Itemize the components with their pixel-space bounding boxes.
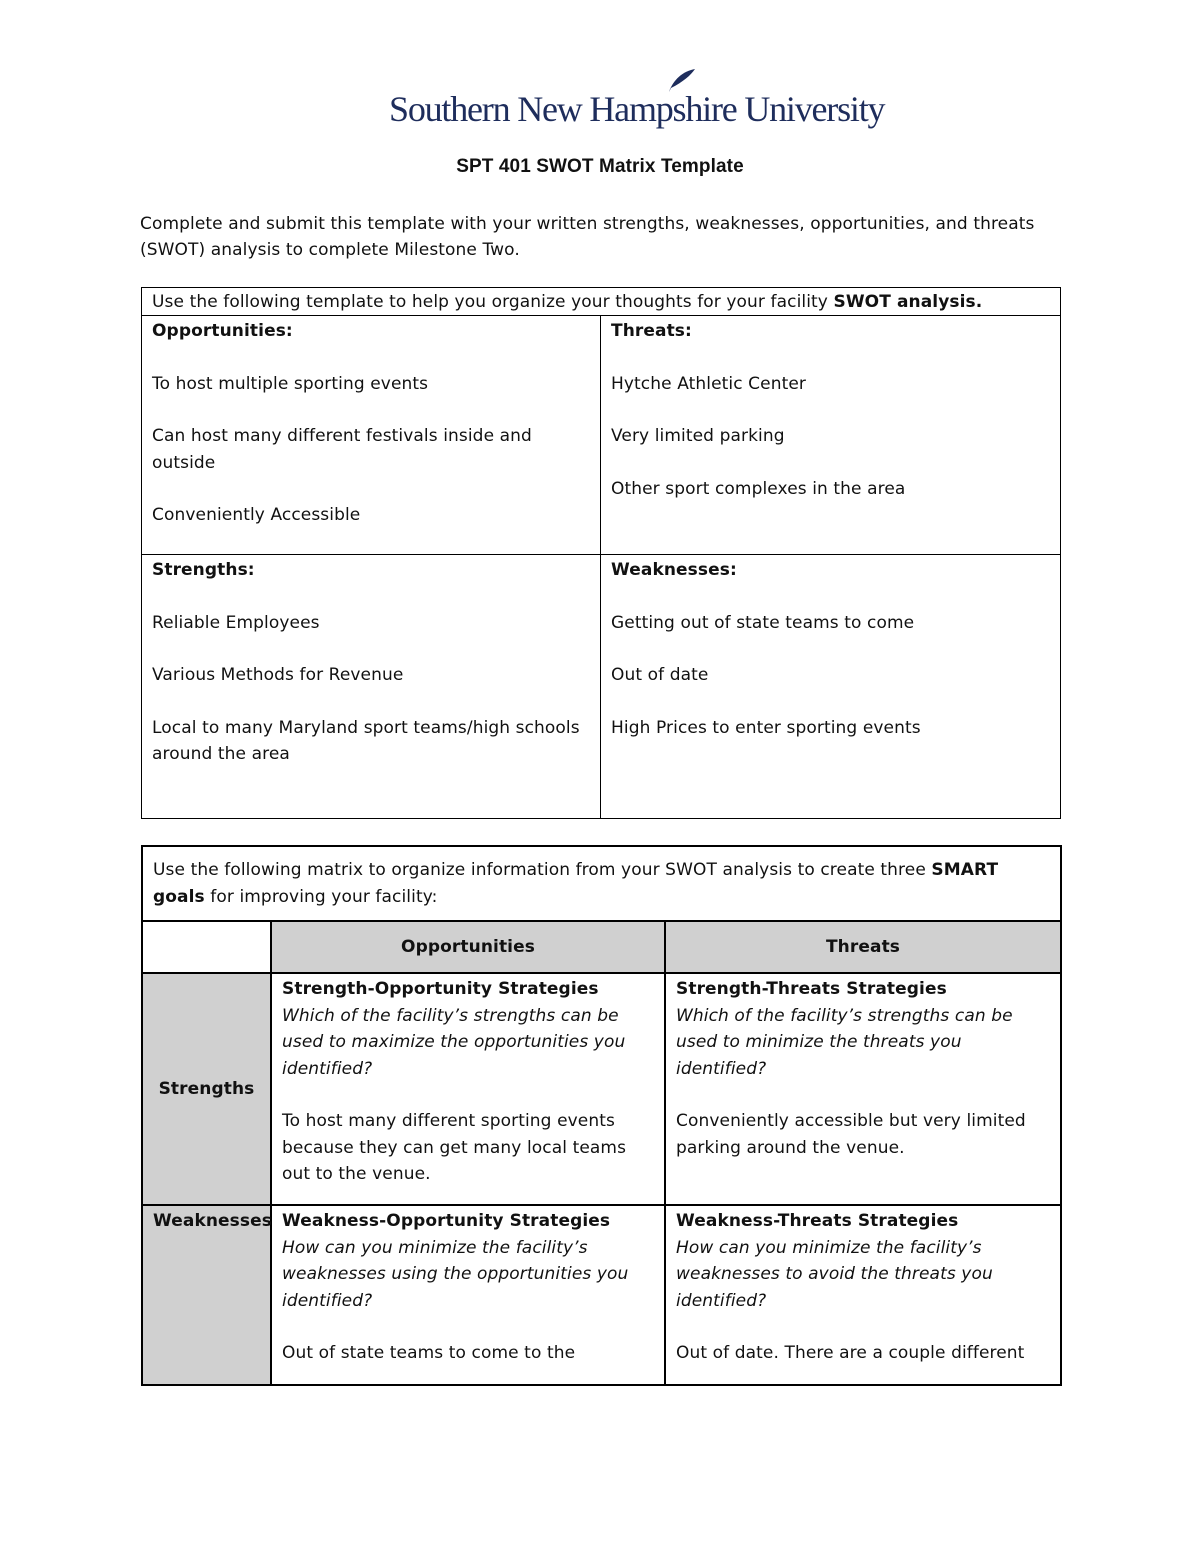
corner-cell bbox=[142, 921, 271, 973]
opportunities-label: Opportunities: bbox=[152, 321, 293, 341]
wt-strategies-cell bbox=[665, 1205, 1061, 1385]
smart-instruction: Use the following matrix to organize information from your SWOT analysis to create three SMART goals for improving your facility: bbox=[142, 846, 1061, 921]
threats-label: Threats: bbox=[611, 321, 692, 341]
list-item: Other sport complexes in the area bbox=[611, 478, 906, 499]
row-header-strengths: Strengths bbox=[142, 973, 271, 1205]
strengths-cell bbox=[142, 555, 601, 819]
so-answer: To host many different sporting events because they can get many local teams out to the venue. bbox=[282, 1111, 627, 1184]
swot-table bbox=[141, 287, 1061, 819]
swot-instruction: Use the following template to help you organize your thoughts for your facility SWOT analysis. bbox=[142, 288, 1061, 316]
so-question: Which of the facility’s strengths can be used to maximize the opportunities you identified? bbox=[282, 1005, 626, 1079]
col-header-threats: Threats bbox=[665, 921, 1061, 973]
wt-answer: Out of date. There are a couple different bbox=[676, 1343, 1025, 1363]
wt-title: Weakness-Threats Strategies bbox=[676, 1211, 959, 1231]
weaknesses-cell bbox=[601, 555, 1061, 819]
list-item: Very limited parking bbox=[611, 426, 785, 446]
list-item: Can host many different festivals inside and outside bbox=[152, 426, 532, 473]
col-header-opportunities: Opportunities bbox=[271, 921, 665, 973]
row-header-weaknesses: Weaknesses bbox=[142, 1205, 271, 1385]
st-title: Strength-Threats Strategies bbox=[676, 979, 947, 999]
list-item: Hytche Athletic Center bbox=[611, 373, 807, 394]
list-item: Getting out of state teams to come bbox=[611, 612, 915, 633]
weaknesses-label: Weaknesses: bbox=[611, 560, 737, 580]
wo-strategies-cell bbox=[271, 1205, 665, 1385]
wt-question: How can you minimize the facility’s weaknesses to avoid the threats you identified? bbox=[676, 1237, 993, 1311]
st-answer: Conveniently accessible but very limited parking around the venue. bbox=[676, 1111, 1026, 1158]
threats-cell bbox=[601, 316, 1061, 555]
list-item: Local to many Maryland sport teams/high schools around the area bbox=[152, 717, 580, 764]
list-item: Reliable Employees bbox=[152, 612, 320, 633]
list-item: Various Methods for Revenue bbox=[152, 665, 404, 685]
intro-paragraph: Complete and submit this template with your written strengths, weaknesses, opportunities, and threats (SWOT) analysis to complete Milestone Two. bbox=[140, 214, 1035, 260]
feather-icon bbox=[667, 68, 697, 94]
opportunities-cell bbox=[142, 316, 601, 555]
so-title: Strength-Opportunity Strategies bbox=[282, 979, 599, 999]
wo-question: How can you minimize the facility’s weaknesses using the opportunities you identified? bbox=[282, 1237, 629, 1311]
list-item: High Prices to enter sporting events bbox=[611, 717, 921, 738]
list-item: To host multiple sporting events bbox=[152, 373, 429, 394]
logo-wordmark: Southern New Hampshire University bbox=[389, 89, 885, 129]
wo-title: Weakness-Opportunity Strategies bbox=[282, 1211, 611, 1231]
document-title: SPT 401 SWOT Matrix Template bbox=[456, 156, 744, 177]
university-logo bbox=[385, 68, 885, 138]
so-strategies-cell bbox=[271, 973, 665, 1205]
list-item: Out of date bbox=[611, 665, 709, 685]
st-question: Which of the facility’s strengths can be used to minimize the threats you identified? bbox=[676, 1005, 1013, 1079]
st-strategies-cell bbox=[665, 973, 1061, 1205]
wo-answer: Out of state teams to come to the bbox=[282, 1343, 576, 1363]
strengths-label: Strengths: bbox=[152, 560, 255, 580]
list-item: Conveniently Accessible bbox=[152, 505, 361, 525]
smart-goals-matrix bbox=[141, 845, 1062, 1386]
